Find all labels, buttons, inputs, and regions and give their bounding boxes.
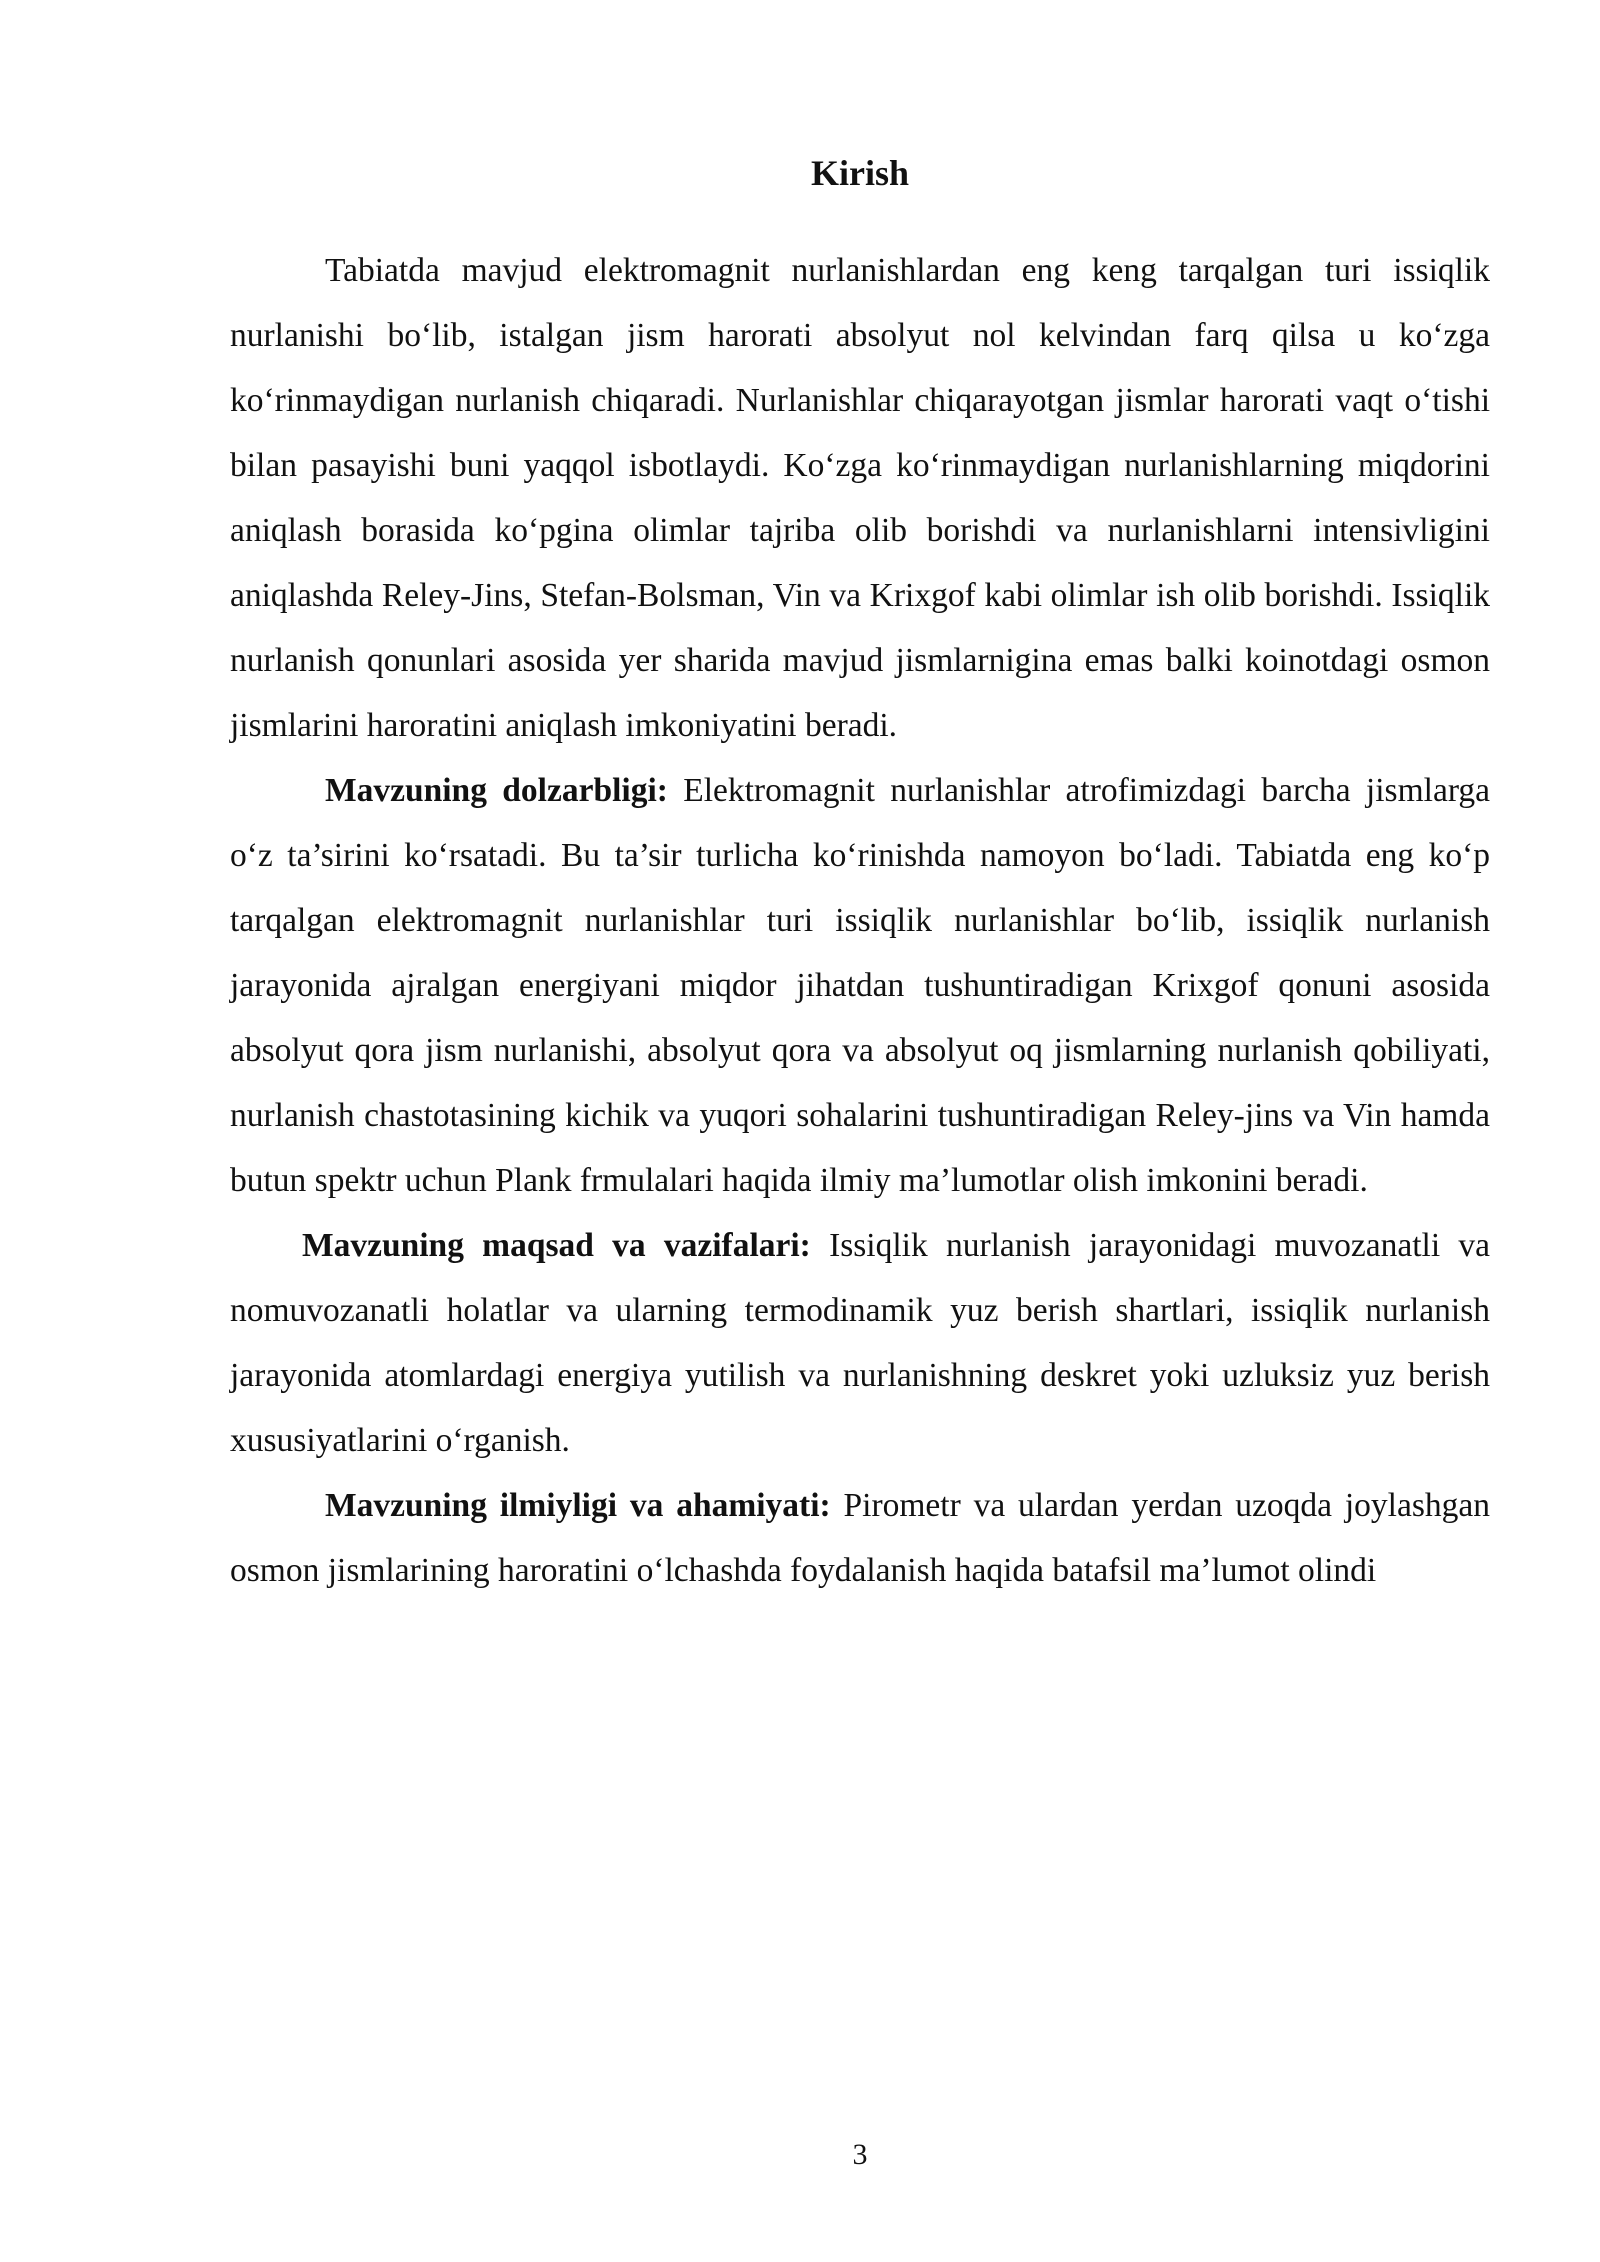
page-number: 3 <box>852 2138 868 2171</box>
document-body <box>230 238 1490 1603</box>
paragraph-relevance <box>230 758 1490 1213</box>
paragraph-text: Issiqlik nurlanish jarayonidagi muvozanatli va nomuvozanatli holatlar va ularning termodinamik yuz berish shartlari, issiqlik nurlanish jarayonida atomlardagi energiya yutilish va nurlanishning deskret yoki uzluksiz yuz berish xususiyatlarini o‘rganish. <box>230 1227 1491 1459</box>
paragraph-goals <box>230 1213 1490 1473</box>
paragraph-lead: Mavzuning dolzarbligi: <box>325 772 668 809</box>
paragraph-text: Pirometr va ulardan yerdan uzoqda joylashgan osmon jismlarining haroratini o‘lchashda foydalanish haqida batafsil ma’lumot olindi <box>230 1487 1491 1589</box>
paragraph-intro <box>230 238 1490 758</box>
paragraph-significance <box>230 1473 1490 1603</box>
paragraph-text: Tabiatda mavjud elektromagnit nurlanishlardan eng keng tarqalgan turi issiqlik nurlanishi bo‘lib, istalgan jism harorati absolyut nol kelvindan farq qilsa u ko‘zga ko‘rinmaydigan nurlanish chiqaradi. Nurlanishlar chiqarayotgan jismlar harorati vaqt o‘tishi bilan pasayishi buni yaqqol isbotlaydi. Ko‘zga ko‘rinmaydigan nurlanishlarning miqdorini aniqlash borasida ko‘pgina olimlar tajriba olib borishdi va nurlanishlarni intensivligini aniqlashda Reley-Jins, Stefan-Bolsman, Vin va Krixgof kabi olimlar ish olib borishdi. Issiqlik nurlanish qonunlari asosida yer sharida mavjud jismlarnigina emas balki koinotdagi osmon jismlarini haroratini aniqlash imkoniyatini beradi. <box>230 252 1490 744</box>
paragraph-lead: Mavzuning maqsad va vazifalari: <box>302 1227 811 1264</box>
page-title: Kirish <box>810 153 909 193</box>
paragraph-lead: Mavzuning ilmiyligi va ahamiyati: <box>325 1487 831 1524</box>
paragraph-text: Elektromagnit nurlanishlar atrofimizdagi barcha jismlarga o‘z ta’sirini ko‘rsatadi. Bu ta’sir turlicha ko‘rinishda namoyon bo‘ladi. Tabiatda eng ko‘p tarqalgan elektromagnit nurlanishlar turi issiqlik nurlanishlar bo‘lib, issiqlik nurlanish jarayonida ajralgan energiyani miqdor jihatdan tushuntiradigan Krixgof qonuni asosida absolyut qora jism nurlanishi, absolyut qora va absolyut oq jismlarning nurlanish qobiliyati, nurlanish chastotasining kichik va yuqori sohalarini tushuntiradigan Reley-jins va Vin hamda butun spektr uchun Plank frmulalari haqida ilmiy ma’lumotlar olish imkonini beradi. <box>230 772 1490 1199</box>
